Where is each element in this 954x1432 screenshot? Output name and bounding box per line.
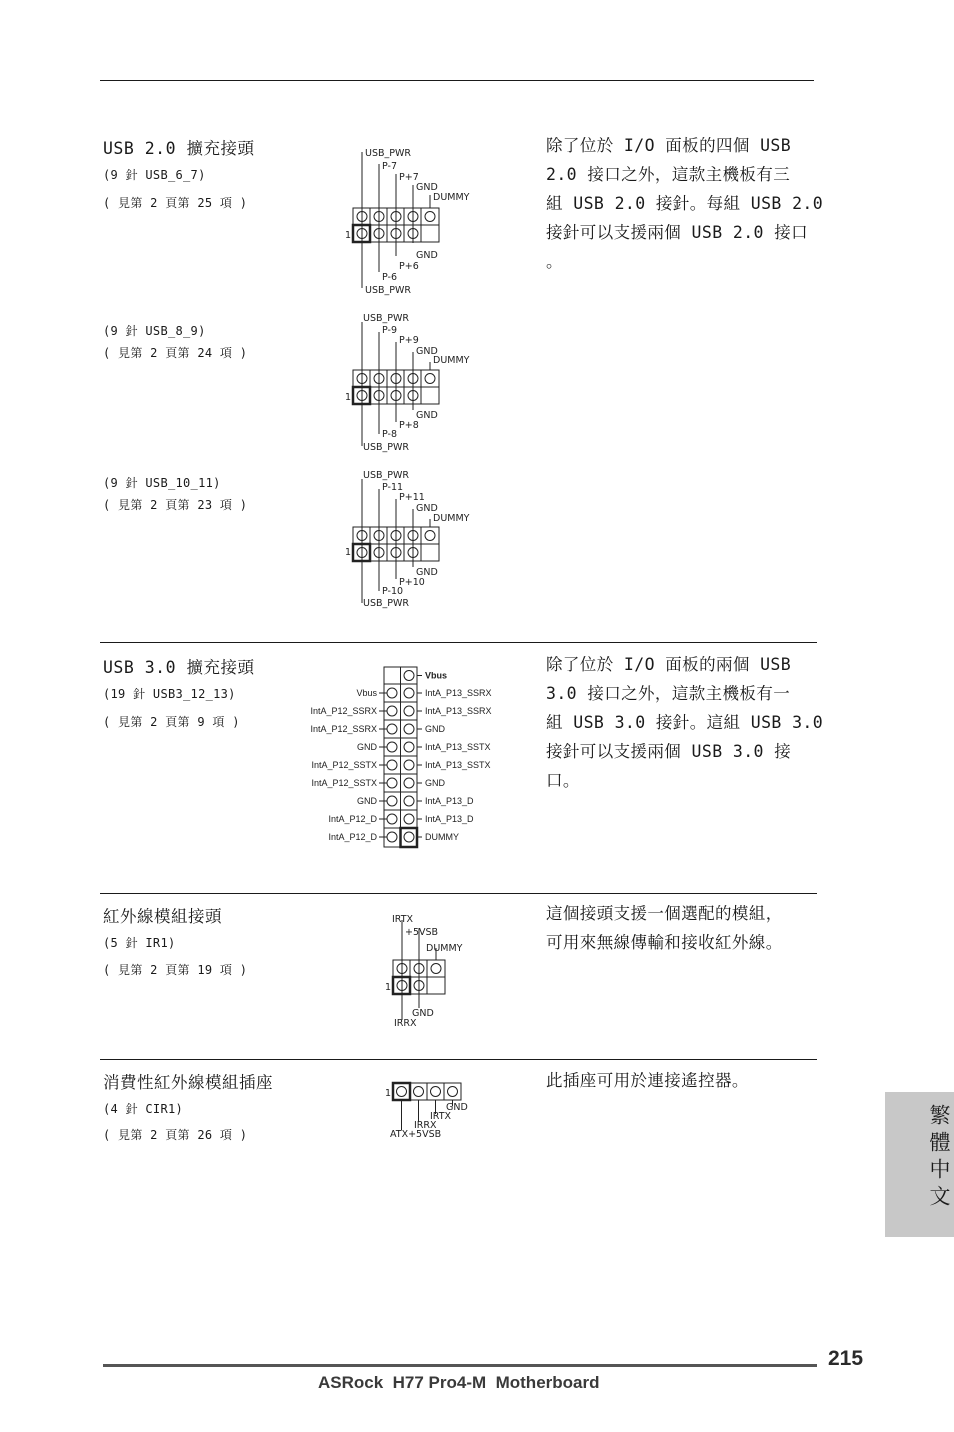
ir-pin-count: (5 針 IR1) <box>103 936 176 950</box>
p-plus-label: P+10 <box>399 577 425 588</box>
p-minus-label: P-10 <box>382 586 404 597</box>
desc-line: 2.0 接口之外，這款主機板有三 <box>546 165 791 184</box>
cir-pin-count: (4 針 CIR1) <box>103 1102 184 1116</box>
usb67-header-diagram <box>340 140 490 300</box>
usb-pwr-label: USB_PWR <box>363 442 409 453</box>
irtx-label: IRTX <box>430 1111 452 1122</box>
usb67-ref: ( 見第 2 頁第 25 項 ) <box>103 196 248 210</box>
section-rule <box>100 642 817 643</box>
desc-line: 除了位於 I/O 面板的兩個 USB <box>546 655 792 674</box>
left-pin-label: IntA_P12_D <box>328 814 377 824</box>
desc-line: 接針可以支援兩個 USB 2.0 接口 <box>546 223 809 242</box>
dummy-label: DUMMY <box>426 943 463 954</box>
usb20-description <box>546 131 824 276</box>
usb89-header-diagram <box>340 310 490 458</box>
language-tab-label: 繁體中文 <box>927 1104 951 1212</box>
usb67-pin-count: (9 針 USB_6_7) <box>103 168 206 182</box>
cir-description <box>546 1066 816 1095</box>
irtx-label: IRTX <box>392 914 414 925</box>
usb-pwr-label: USB_PWR <box>363 470 409 481</box>
usb30-header-diagram <box>296 662 526 852</box>
desc-line: 可用來無線傳輸和接收紅外線。 <box>546 933 783 952</box>
usb30-pin-count: (19 針 USB3_12_13) <box>103 687 236 701</box>
usb30-ref: ( 見第 2 頁第 9 項 ) <box>103 715 240 729</box>
pin1-label: 1 <box>385 982 392 993</box>
left-pin-label: IntA_P12_D <box>328 832 377 842</box>
desc-line: 組 USB 3.0 接針。這組 USB 3.0 <box>546 713 824 732</box>
desc-line: 3.0 接口之外，這款主機板有一 <box>546 684 791 703</box>
gnd-label: GND <box>412 1008 434 1019</box>
p-minus-label: P-6 <box>382 272 397 283</box>
p-minus-label: P-9 <box>382 325 397 336</box>
usb89-pin-count: (9 針 USB_8_9) <box>103 324 206 338</box>
right-pin-label: IntA_P13_D <box>425 814 474 824</box>
left-pin-label: GND <box>357 742 377 752</box>
left-pin-label: IntA_P12_SSTX <box>311 778 377 788</box>
desc-line: 組 USB 2.0 接針。每組 USB 2.0 <box>546 194 824 213</box>
usb-pwr-label: USB_PWR <box>363 598 409 609</box>
vbus-label: Vbus <box>425 670 448 681</box>
cir-title: 消費性紅外線模組插座 <box>103 1073 273 1092</box>
p-plus-label: P+11 <box>399 492 425 503</box>
section-rule <box>100 893 817 894</box>
left-pin-label: Vbus <box>356 688 377 698</box>
dummy-label: DUMMY <box>433 513 470 524</box>
right-pin-label: GND <box>425 778 445 788</box>
desc-line: 除了位於 I/O 面板的四個 USB <box>546 136 792 155</box>
gnd-label: GND <box>416 250 438 261</box>
desc-line: 此插座可用於連接遙控器。 <box>546 1071 749 1090</box>
pin1-label: 1 <box>345 392 352 403</box>
5vsb-label: +5VSB <box>405 927 439 938</box>
left-pin-label: GND <box>357 796 377 806</box>
p-minus-label: P-11 <box>382 482 404 493</box>
p-minus-label: P-8 <box>382 429 397 440</box>
right-pin-label: DUMMY <box>425 832 459 842</box>
right-pin-label: GND <box>425 724 445 734</box>
right-pin-label: IntA_P13_SSRX <box>425 688 492 698</box>
usb1011-pin-count: (9 針 USB_10_11) <box>103 476 221 490</box>
ir-ref: ( 見第 2 頁第 19 項 ) <box>103 963 248 977</box>
gnd-label: GND <box>416 182 438 193</box>
p-plus-label: P+9 <box>399 335 419 346</box>
left-pin-label: IntA_P12_SSRX <box>310 706 377 716</box>
cir-ref: ( 見第 2 頁第 26 項 ) <box>103 1128 248 1142</box>
usb-pwr-label: USB_PWR <box>363 313 409 324</box>
footer-product-name: ASRock H77 Pro4-M Motherboard <box>318 1373 600 1392</box>
desc-line: 口。 <box>546 771 580 790</box>
right-pin-label: IntA_P13_SSTX <box>425 742 491 752</box>
left-pin-label: IntA_P12_SSRX <box>310 724 377 734</box>
pin1-label: 1 <box>385 1088 392 1099</box>
usb-pwr-label: USB_PWR <box>365 285 411 296</box>
ir-description <box>546 899 816 957</box>
gnd-label: GND <box>416 567 438 578</box>
dummy-label: DUMMY <box>433 355 470 366</box>
p-plus-label: P+7 <box>399 172 419 183</box>
usb89-ref: ( 見第 2 頁第 24 項 ) <box>103 346 248 360</box>
gnd-label: GND <box>416 346 438 357</box>
irrx-label: IRRX <box>414 1120 437 1131</box>
desc-line: 。 <box>546 252 563 271</box>
desc-line: 接針可以支援兩個 USB 3.0 接 <box>546 742 792 761</box>
irrx-label: IRRX <box>394 1018 417 1029</box>
p-plus-label: P+6 <box>399 261 419 272</box>
p-minus-label: P-7 <box>382 161 397 172</box>
right-pin-label: IntA_P13_SSTX <box>425 760 491 770</box>
cir-header-diagram <box>384 1080 484 1142</box>
desc-line: 這個接頭支援一個選配的模組， <box>546 904 783 923</box>
p-plus-label: P+8 <box>399 420 419 431</box>
footer-rule <box>103 1364 817 1367</box>
ir-header-diagram <box>380 908 490 1030</box>
page-number: 215 <box>828 1347 864 1370</box>
pin1-label: 1 <box>345 547 352 558</box>
pin1-label: 1 <box>345 230 352 241</box>
atx-5vsb-label: ATX+5VSB <box>390 1129 442 1140</box>
usb1011-ref: ( 見第 2 頁第 23 項 ) <box>103 498 248 512</box>
dummy-label: DUMMY <box>433 192 470 203</box>
right-pin-label: IntA_P13_D <box>425 796 474 806</box>
usb30-description <box>546 650 824 795</box>
section-rule <box>100 1059 817 1060</box>
gnd-label: GND <box>446 1102 468 1113</box>
ir-title: 紅外線模組接頭 <box>103 907 222 926</box>
right-pin-label: IntA_P13_SSRX <box>425 706 492 716</box>
gnd-label: GND <box>416 410 438 421</box>
gnd-label: GND <box>416 503 438 514</box>
language-side-tab <box>885 1092 954 1237</box>
top-rule <box>100 80 814 81</box>
usb-pwr-label: USB_PWR <box>365 148 411 159</box>
usb30-title: USB 3.0 擴充接頭 <box>103 658 255 677</box>
usb20-title: USB 2.0 擴充接頭 <box>103 139 255 158</box>
usb1011-header-diagram <box>340 467 490 615</box>
left-pin-label: IntA_P12_SSTX <box>311 760 377 770</box>
